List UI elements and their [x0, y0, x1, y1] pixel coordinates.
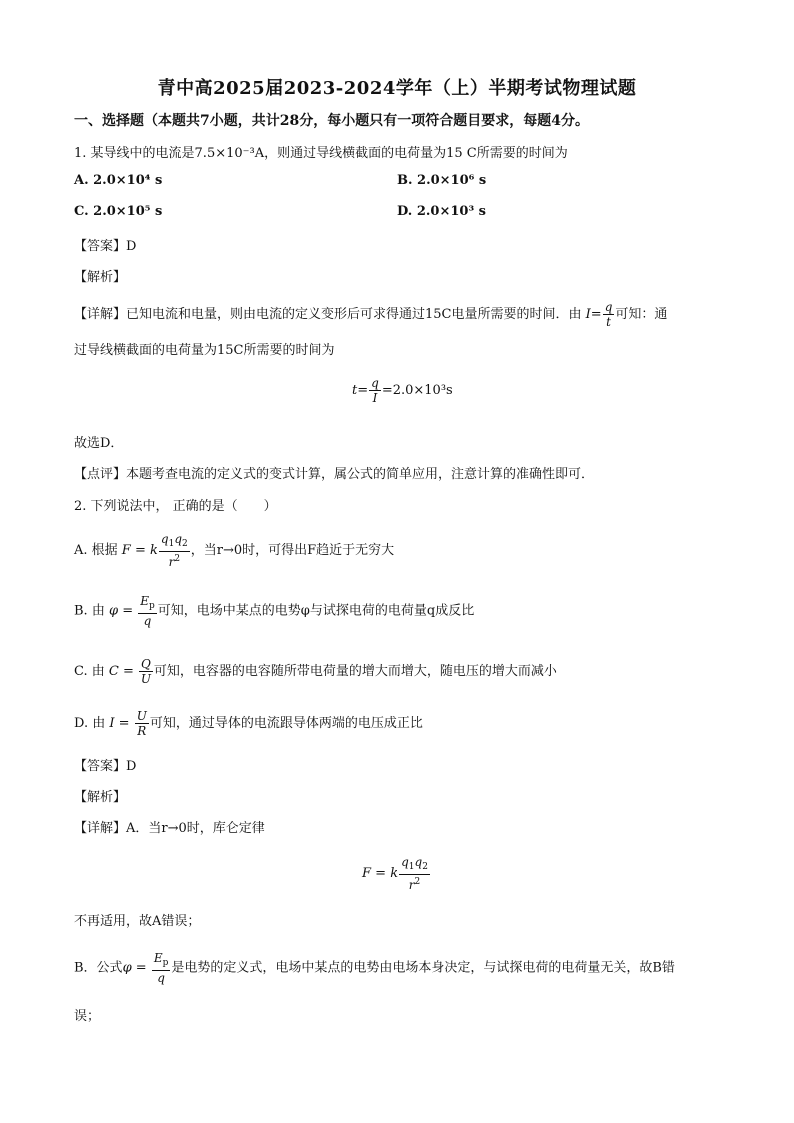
q2-answer: 【答案】D	[74, 759, 137, 774]
formula-current-symbol: I	[585, 307, 591, 322]
formula-coulomb: $\frac{q_1q_2}{r^2}$	[160, 532, 188, 569]
page-title: 青中高2025届2023-2024学年（上）半期考试物理试题	[157, 78, 637, 99]
q1-option-b: B. 2.0×10⁶ s	[397, 173, 487, 188]
q2-detail: 【详解】A．当r→0时，库仑定律	[74, 821, 265, 836]
q2-option-d: D. 由 I = $\frac{U}{R}$ 可知，通过导体的电流跟导体两端的电压成正比	[74, 709, 423, 738]
q2-not-apply: 不再适用，故A错误；	[74, 914, 201, 929]
q2-b-end: 误；	[74, 1009, 101, 1024]
q2-analysis-label: 【解析】	[74, 790, 127, 805]
section-heading: 一、选择题（本题共7小题，共计28分，每小题只有一项符合题目要求，每题4分。	[74, 113, 589, 129]
q1-formula-result: =2.0×10³s	[381, 383, 453, 398]
q1-comment: 【点评】本题考查电流的定义式的变式计算，属公式的简单应用，注意计算的准确性即可．	[74, 467, 595, 482]
q1-detail-line2: 过导线横截面的电荷量为15C所需要的时间为	[74, 343, 335, 358]
formula-q-over-t: $\frac{q}{t}$	[604, 300, 613, 329]
q1-detail-line: 【详解】已知电流和电量，则由电流的定义变形后可求得通过15C电量所需要的时间．由 I= $\frac{q}{t}$ 可知：通	[74, 300, 668, 329]
q1-option-c: C. 2.0×10⁵ s	[74, 204, 163, 219]
q1-analysis-label: 【解析】	[74, 270, 127, 285]
formula-capacitance: $\frac{Q}{U}$	[140, 657, 151, 686]
q2-option-c: C. 由 C = $\frac{Q}{U}$ 可知，电容器的电容随所带电荷量的增大而增大，随电压的增大而减小	[74, 657, 557, 686]
q2-option-b: B. 由 φ = $\frac{E_p}{q}$ 可知，电场中某点的电势φ与试探电荷的电荷量q成反比	[74, 594, 475, 628]
q1-detail-text: 【详解】已知电流和电量，则由电流的定义变形后可求得通过15C电量所需要的时间．由	[74, 307, 582, 322]
q2-b-explanation: B．公式φ = $\frac{E_p}{q}$ 是电势的定义式，电场中某点的电势由电场本身决定，与试探电荷的电荷量无关，故B错	[74, 951, 675, 985]
formula-q-over-i: $\frac{q}{I}$	[371, 376, 379, 405]
q1-answer: 【答案】D	[74, 239, 137, 254]
q2-stem: 2. 下列说法中， 正确的是（ ）	[74, 499, 277, 514]
q1-detail-suffix: 可知：通	[615, 307, 668, 322]
q2-option-a: A. 根据 F = k $\frac{q_1q_2}{r^2}$ ，当r→0时，可得出F趋近于无穷大	[74, 532, 395, 569]
q1-stem: 1. 某导线中的电流是7.5×10⁻³A，则通过导线横截面的电荷量为15 C所需要的时间为	[74, 146, 568, 161]
q1-option-a: A. 2.0×10⁴ s	[74, 173, 163, 188]
formula-ohm: $\frac{U}{R}$	[136, 709, 147, 738]
formula-potential-def: $\frac{E_p}{q}$	[153, 951, 169, 985]
q1-option-d: D. 2.0×10³ s	[397, 204, 487, 219]
q2-coulomb-formula: F = k $\frac{q_1q_2}{r^2}$	[362, 855, 428, 892]
q1-choose: 故选D．	[74, 436, 124, 451]
formula-potential: $\frac{E_p}{q}$	[140, 594, 155, 628]
q1-formula: t= $\frac{q}{I}$ =2.0×10³s	[352, 376, 453, 405]
